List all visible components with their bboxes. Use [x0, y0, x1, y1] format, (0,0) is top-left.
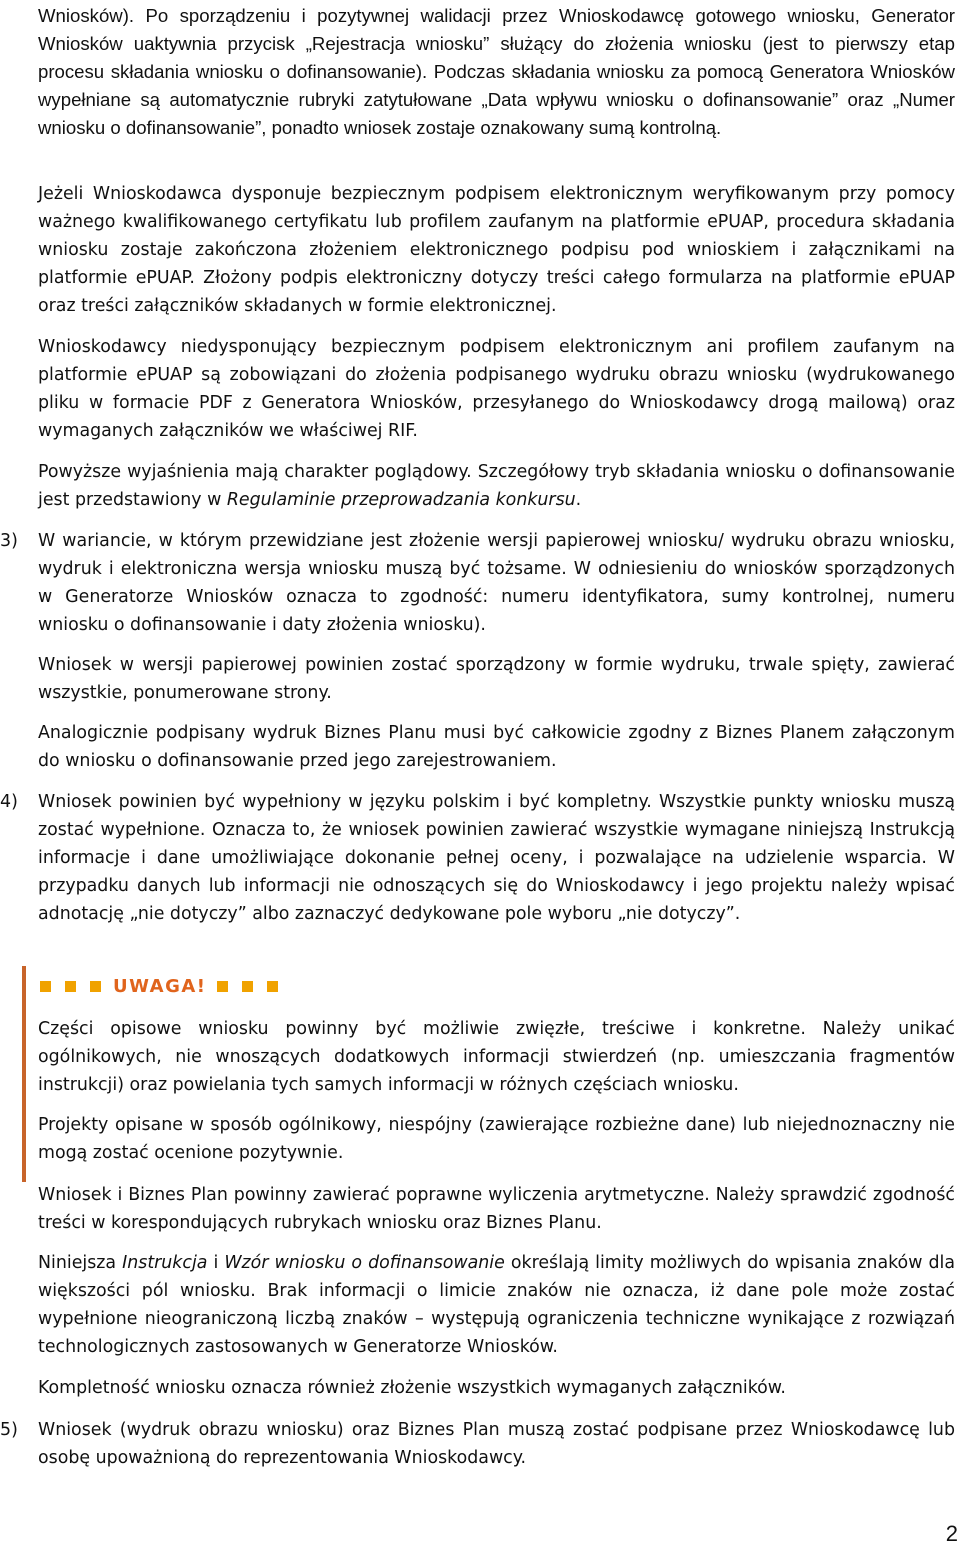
instrukcja-reference: Instrukcja	[122, 1253, 208, 1273]
item-4-number: 4)	[0, 792, 18, 812]
paragraph-paper-version: Wniosek w wersji papierowej powinien zostać sporządzony w formie wydruku, trwale spięty, zawierać wszystkie, ponumerowane strony.	[38, 655, 955, 703]
paragraph-completeness: Kompletność wniosku oznacza również złożenie wszystkich wymaganych załączników.	[38, 1378, 786, 1398]
paragraph-overview-note	[38, 458, 955, 514]
warning-label: UWAGA!	[113, 975, 207, 997]
item-3-number: 3)	[0, 531, 18, 551]
limits-text-1: Niniejsza	[38, 1253, 123, 1273]
square-bullet-icon	[267, 981, 278, 992]
overview-period: .	[575, 490, 582, 510]
square-bullet-icon	[65, 981, 76, 992]
paragraph-general-projects: Projekty opisane w sposób ogólnikowy, niespójny (zawierające rozbieżne dane) lub niejednoznaczny nie mogą zostać ocenione pozytywnie.	[38, 1115, 955, 1163]
paragraph-arithmetic: Wniosek i Biznes Plan powinny zawierać poprawne wyliczenia arytmetyczne. Należy sprawdzić zgodność treści w korespondujących rubrykach wniosku oraz Biznes Planu.	[38, 1185, 955, 1233]
paragraph-no-signature: Wnioskodawcy niedysponujący bezpiecznym podpisem elektronicznym ani profilem zaufanym na platformie ePUAP są zobowiązani do złożenia podpisanego wydruku obrazu wniosku (wydrukowanego pliku w formacie PDF z Generatora Wniosków, przesyłanego do Wnioskodawcy drogą mailową) oraz wymaganych załączników we właściwej RIF.	[38, 337, 955, 441]
paragraph-character-limits	[38, 1249, 955, 1361]
limits-text-3: określają limity możliwych do wpisania znaków dla większości pól wniosku. Brak informacji o limicie znaków nie oznacza, iż dane pole może zostać wypełnione nieograniczoną liczbą znaków – występują ograniczenia techniczne wynikające z rozwiązań technologicznych zastosowanych w Generatorze Wniosków.	[38, 1253, 955, 1357]
overview-text: Powyższe wyjaśnienia mają charakter poglądowy. Szczegółowy tryb składania wniosku o dofinansowanie jest przedstawiony w	[38, 462, 955, 510]
square-bullet-icon	[90, 981, 101, 992]
square-bullet-icon	[40, 981, 51, 992]
item-3-text: W wariancie, w którym przewidziane jest złożenie wersji papierowej wniosku/ wydruku obrazu wniosku, wydruk i elektroniczna wersja wniosku muszą być tożsame. W odniesieniu do wniosków sporządzonych w Generatorze Wniosków oznacza to zgodność: numeru identyfikatora, sumy kontrolnej, numeru wniosku o dofinansowanie i daty złożenia wniosku).	[38, 531, 955, 635]
warning-accent-bar	[22, 966, 26, 1182]
page-number: 2	[945, 1521, 958, 1546]
paragraph-registration-part1: Wniosków). Po sporządzeniu i pozytywnej walidacji przez Wnioskodawcę gotowego wniosku, Generator Wniosków uaktywnia przycisk „Rejestracja wniosku” służący do złożenia wniosku (jest to pierwszy etap procesu składania wniosku o dofinansowanie).	[38, 5, 955, 82]
paragraph-registration	[38, 2, 955, 142]
square-bullet-icon	[217, 981, 228, 992]
item-5-text: Wniosek (wydruk obrazu wniosku) oraz Biznes Plan muszą zostać podpisane przez Wnioskodawcę lub osobę upoważnioną do reprezentowania Wnioskodawcy.	[38, 1420, 955, 1468]
wzor-wniosku-reference: Wzór wniosku o dofinansowanie	[224, 1253, 505, 1273]
item-4-text: Wniosek powinien być wypełniony w języku polskim i być kompletny. Wszystkie punkty wniosku muszą zostać wypełnione. Oznacza to, że wniosek powinien zawierać wszystkie wymagane niniejszą Instrukcją informacje i dane umożliwiające dokonanie pełnej oceny, i pozwalające na udzielenie wsparcia. W przypadku danych lub informacji nie odnoszących się do Wnioskodawcy i jego projektu należy wpisać adnotację „nie dotyczy” albo zaznaczyć dedykowane pole wyboru „nie dotyczy”.	[38, 792, 955, 924]
item-5-number: 5)	[0, 1420, 18, 1440]
paragraph-epuap-signature: Jeżeli Wnioskodawca dysponuje bezpiecznym podpisem elektronicznym weryfikowanym przy pomocy ważnego kwalifikowanego certyfikatu lub profilem zaufanym na platformie ePUAP, procedura składania wniosku zostaje zakończona złożeniem elektronicznego podpisu pod wnioskiem i załącznikami na platformie ePUAP. Złożony podpis elektroniczny dotyczy treści całego formularza na platformie ePUAP oraz treści załączników składanych w formie elektronicznej.	[38, 184, 955, 316]
paragraph-descriptive-parts: Części opisowe wniosku powinny być możliwie zwięzłe, treściwe i konkretne. Należy unikać ogólnikowych, nie wnoszących dodatkowych informacji stwierdzeń (np. umieszczania fragmentów instrukcji) oraz powielania tych samych informacji w różnych częściach wniosku.	[38, 1019, 955, 1095]
regulamin-reference: Regulaminie przeprowadzania konkursu	[226, 490, 576, 510]
warning-heading	[40, 972, 278, 1000]
paragraph-registration-part2: Podczas składania wniosku za pomocą Generatora Wniosków wypełniane są automatycznie rubryki zatytułowane „Data wpływu wniosku o dofinansowanie” oraz „Numer wniosku o dofinansowanie”, ponadto wniosek zostaje oznakowany sumą kontrolną.	[38, 61, 955, 138]
square-bullet-icon	[242, 981, 253, 992]
limits-text-2: i	[207, 1253, 225, 1273]
paragraph-business-plan: Analogicznie podpisany wydruk Biznes Planu musi być całkowicie zgodny z Biznes Planem załączonym do wniosku o dofinansowanie przed jego zarejestrowaniem.	[38, 723, 955, 771]
